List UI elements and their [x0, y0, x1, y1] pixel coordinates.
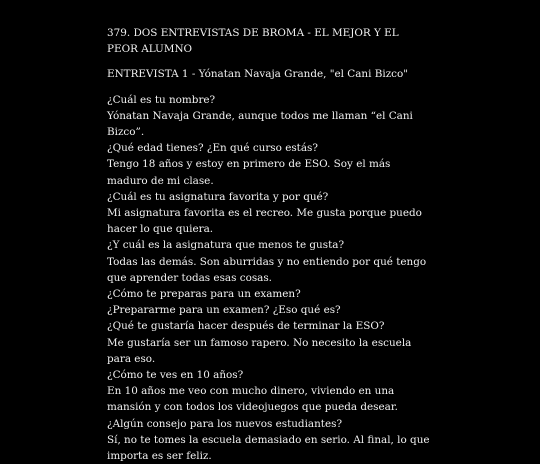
question-line: ¿Cómo te ves en 10 años? — [107, 369, 244, 382]
answer-line: Yónatan Navaja Grande, aunque todos me llaman “el Cani Bizco”. — [107, 109, 413, 139]
answer-line: Me gustaría ser un famoso rapero. No necesito la escuela para eso. — [107, 336, 412, 365]
interview-heading: ENTREVISTA 1 - Yónatan Navaja Grande, "el Cani Bizco" — [107, 68, 409, 81]
question-line: ¿Algún consejo para los nuevos estudiantes? — [107, 417, 343, 430]
answer-line: Mi asignatura favorita es el recreo. Me gusta porque puedo hacer lo que quiera. — [107, 207, 422, 236]
answer-line: ¿Prepararme para un examen? ¿Eso qué es? — [107, 304, 341, 317]
document-title: 379. DOS ENTREVISTAS DE BROMA - EL MEJOR Y EL PEOR ALUMNO — [107, 27, 399, 56]
question-line: ¿Qué te gustaría hacer después de terminar la ESO? — [107, 320, 385, 333]
document-page — [107, 25, 432, 464]
answer-line: En 10 años me veo con mucho dinero, viviendo en una mansión y con todos los videojuegos que pueda desear. — [107, 385, 398, 414]
answer-line: Sí, no te tomes la escuela demasiado en serio. Al final, lo que importa es ser feliz. — [107, 433, 430, 463]
answer-line: Todas las demás. Son aburridas y no entiendo por qué tengo que aprender todas esas cosas. — [107, 255, 427, 284]
question-line: ¿Cuál es tu nombre? — [107, 93, 216, 106]
question-line: ¿Cuál es tu asignatura favorita y por qué? — [107, 190, 329, 203]
question-line: ¿Cómo te preparas para un examen? — [107, 288, 301, 301]
question-line: ¿Qué edad tienes? ¿En qué curso estás? — [107, 142, 318, 155]
interview-body — [107, 92, 432, 464]
answer-line: Tengo 18 años y estoy en primero de ESO. Soy el más maduro de mi clase. — [107, 158, 391, 187]
question-line: ¿Y cuál es la asignatura que menos te gusta? — [107, 239, 345, 252]
